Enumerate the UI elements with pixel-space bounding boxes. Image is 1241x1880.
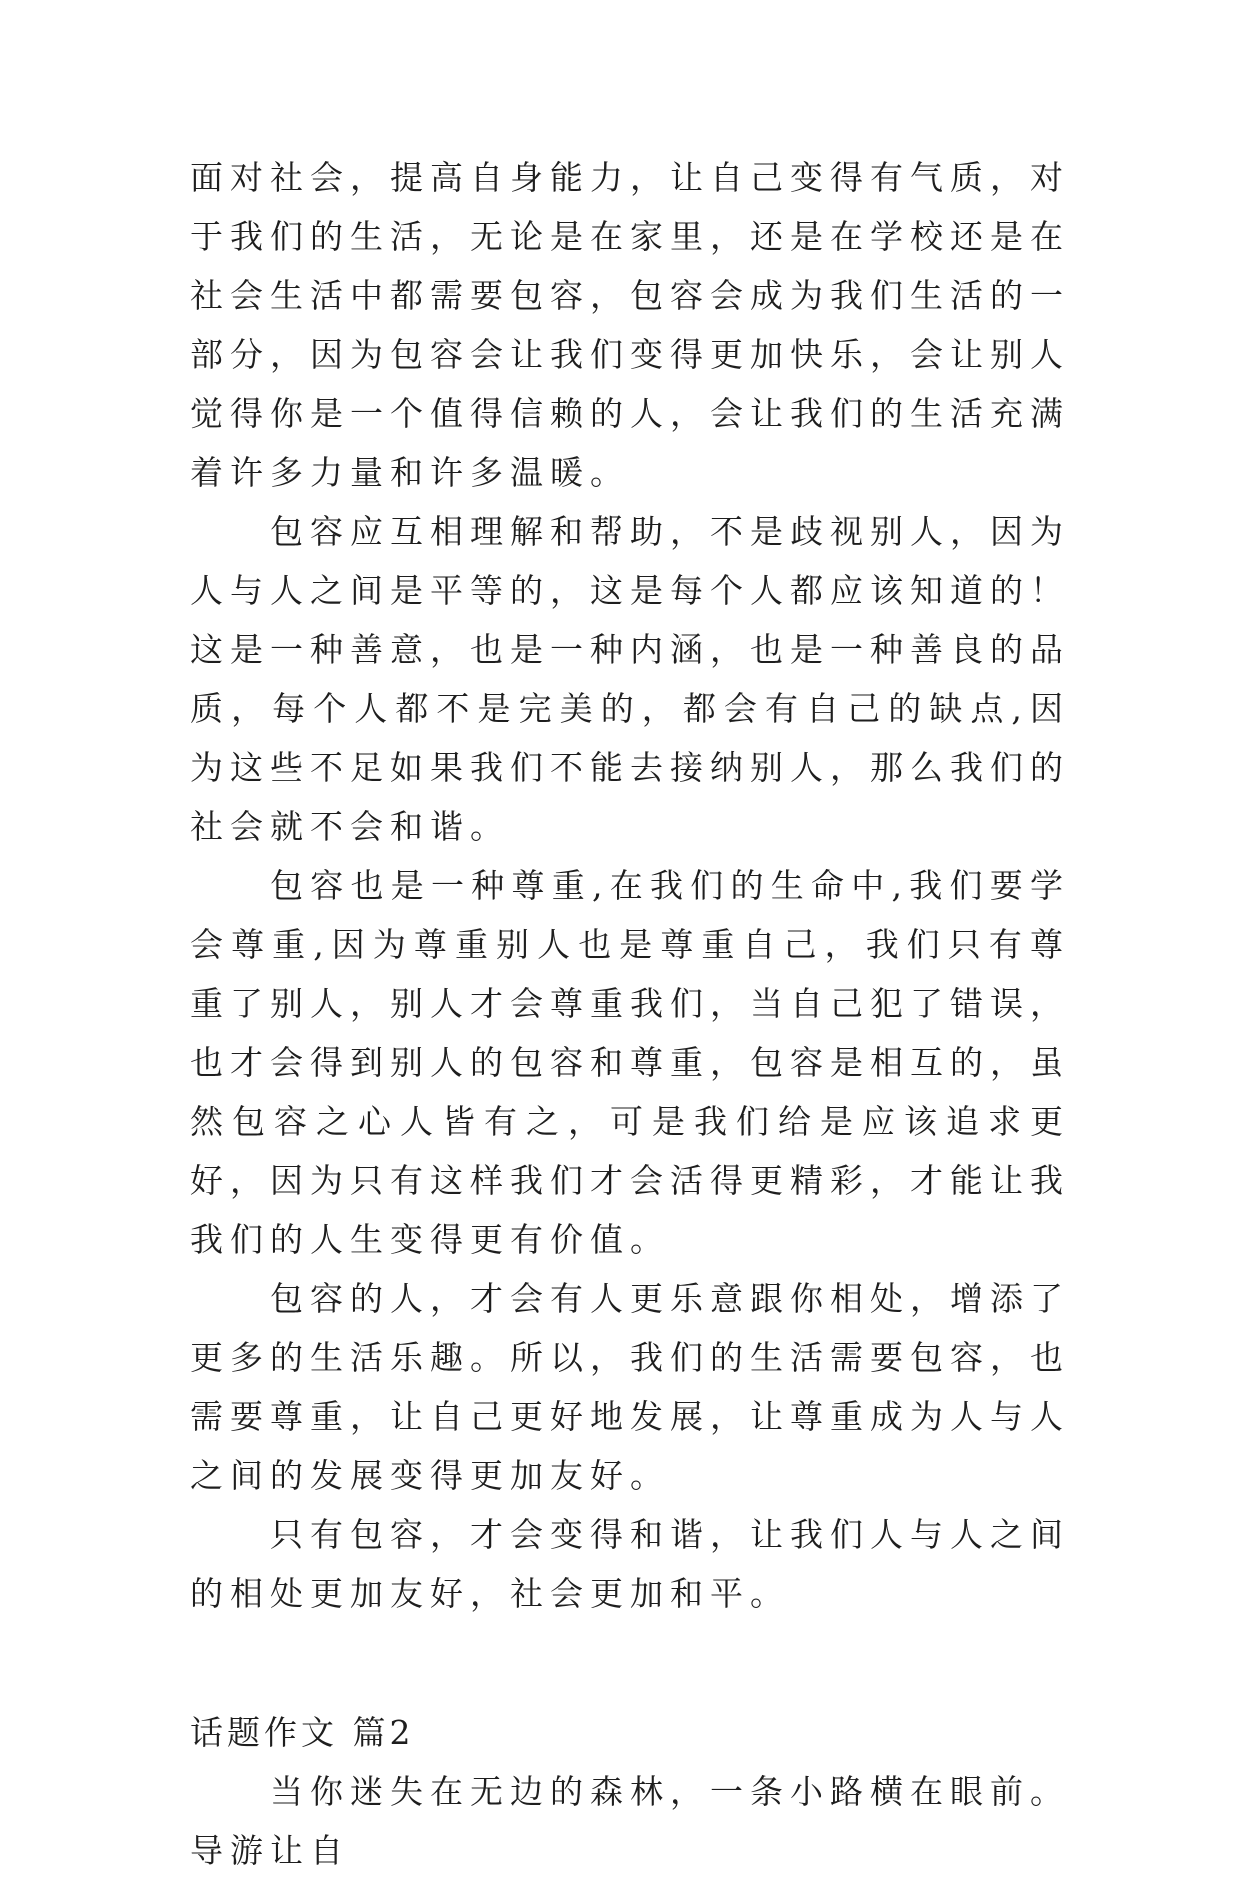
paragraph-4: 包容的人，才会有人更乐意跟你相处，增添了更多的生活乐趣。所以，我们的生活需要包容，也需要尊重，让自己更好地发展，让尊重成为人与人之间的发展变得更加友好。 xyxy=(190,1279,1070,1495)
paragraph-1: 面对社会，提高自身能力，让自己变得有气质，对于我们的生活，无论是在家里，还是在学校还是在社会生活中都需要包容，包容会成为我们生活的一部分，因为包容会让我们变得更加快乐，会让别人觉得你是一个值得信赖的人，会让我们的生活充满着许多力量和许多温暖。 xyxy=(190,158,1070,492)
paragraph-3: 包容也是一种尊重,在我们的生命中,我们要学会尊重,因为尊重别人也是尊重自己，我们只有尊重了别人，别人才会尊重我们，当自己犯了错误，也才会得到别人的包容和尊重，包容是相互的，虽然包容之心人皆有之，可是我们给是应该追求更好，因为只有这样我们才会活得更精彩，才能让我我们的人生变得更有价值。 xyxy=(190,866,1070,1259)
paragraph-5: 只有包容，才会变得和谐，让我们人与人之间的相处更加友好，社会更加和平。 xyxy=(190,1515,1070,1613)
document-body xyxy=(190,148,1070,1880)
paragraph-6: 当你迷失在无边的森林，一条小路横在眼前。导游让自 xyxy=(190,1772,1070,1870)
paragraph-2: 包容应互相理解和帮助，不是歧视别人，因为人与人之间是平等的，这是每个人都应该知道的！这是一种善意，也是一种内涵，也是一种善良的品质，每个人都不是完美的，都会有自己的缺点,因为这些不足如果我们不能去接纳别人，那么我们的社会就不会和谐。 xyxy=(190,512,1070,846)
section-heading: 话题作文 篇2 xyxy=(190,1713,415,1752)
